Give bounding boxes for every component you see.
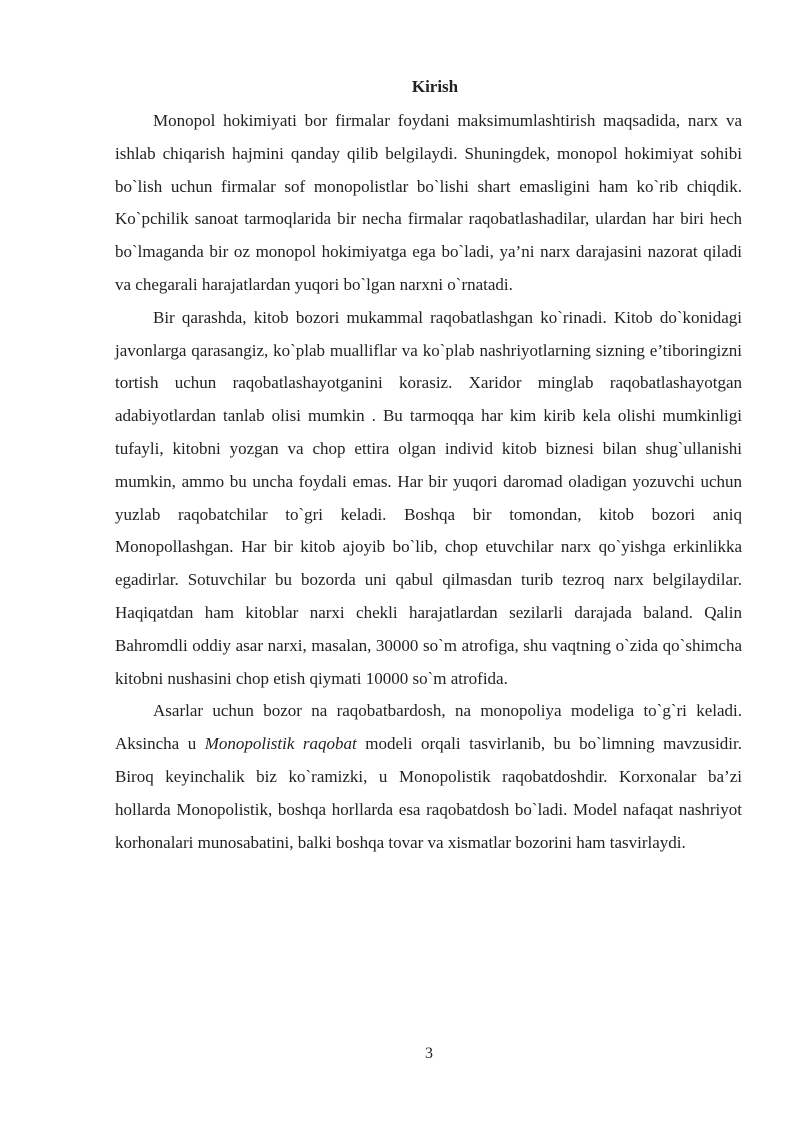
page-number: 3 [425,1045,433,1062]
paragraph-2: Bir qarashda, kitob bozori mukammal raqobatlashgan ko`rinadi. Kitob do`konidagi javonlarga qarasangiz, ko`plab mualliflar va ko`plab nashriyotlarning sizning e’tiboringizni tortish uchun raqobatlashayotganini korasiz. Xaridor minglab raqobatlashayotgan adabiyotlardan tanlab olisi mumkin . Bu tarmoqqa har kim kirib kela olishi mumkinligi tufayli, kitobni yozgan va chop ettira olgan individ kitob biznesi bilan shug`ullanishi mumkin, ammo bu uncha foydali emas. Har bir yuqori daromad oladigan yozuvchi uchun yuzlab raqobatchilar to`gri keladi. Boshqa bir tomondan, kitob bozori aniq Monopollashgan. Har bir kitob ajoyib bo`lib, chop etuvchilar narx qo`yishga erkinlikka egadirlar. Sotuvchilar bu bozorda uni qabul qilmasdan turib tezroq narx belgilaydilar. Haqiqatdan ham kitoblar narxi chekli harajatlardan sezilarli darajada baland. Qalin Bahromdli oddiy asar narxi, masalan, 30000 so`m atrofiga, shu vaqtning o`zida qo`shimcha kitobni nushasini chop etish qiymati 10000 so`m atrofida. [115,307,742,688]
document-body [115,105,742,859]
document-title: Kirish [411,77,459,96]
paragraph-3-text-after: modeli orqali tasvirlanib, bu bo`limning mavzusidir. Biroq keyinchalik biz ko`ramizki, u Monopolistik raqobatdoshdir. Korxonalar ba’zi hollarda Monopolistik, boshqa horllarda esa raqobatdosh bo`ladi. Model nafaqat nashriyot korhonalari munosabatini, balki boshqa tovar va xismatlar bozorini ham tasvirlaydi. [115,734,742,852]
paragraph-3-text-before: Asarlar uchun bozor na raqobatbardosh, na monopoliya modeliga to`g`ri keladi. Aksincha u [115,701,742,754]
paragraph-1: Monopol hokimiyati bor firmalar foydani maksimumlashtirish maqsadida, narx va ishlab chiqarish hajmini qanday qilib belgilaydi. Shuningdek, monopol hokimiyat sohibi bo`lish uchun firmalar sof monopolistlar bo`lishi shart emasligini ham ko`rib chiqdik. Ko`pchilik sanoat tarmoqlarida bir necha firmalar raqobatlashadilar, ulardan har biri hech bo`lmaganda bir oz monopol hokimiyatga ega bo`ladi, ya’ni narx darajasini nazorat qiladi va chegarali harajatlardan yuqori bo`lgan narxni o`rnatadi. [115,111,742,294]
italic-term: Monopolistik raqobat [204,734,357,754]
paragraph-3 [115,695,742,859]
